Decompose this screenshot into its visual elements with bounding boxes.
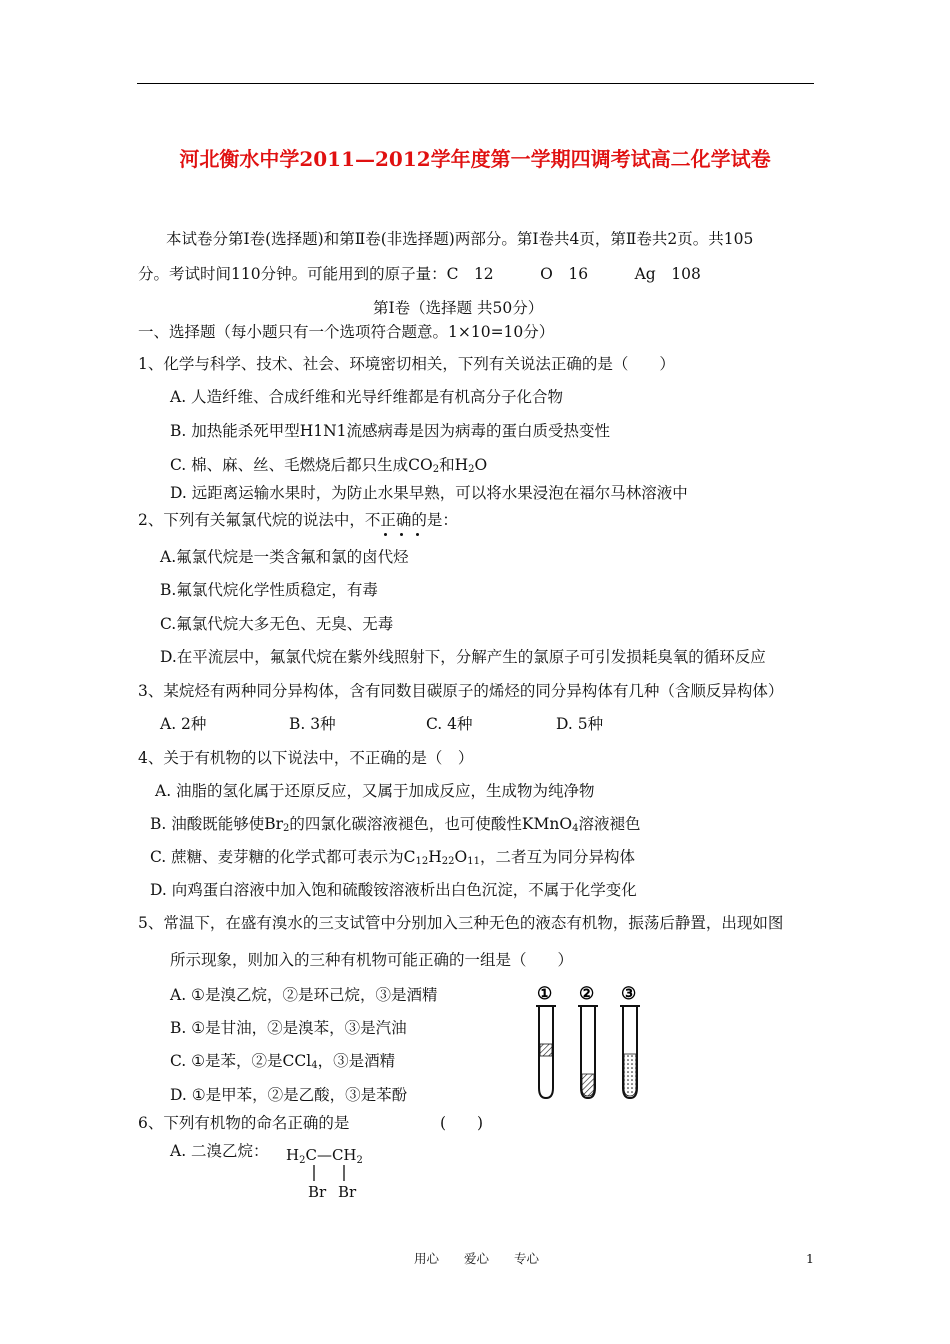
q6-option-a: A. 二溴乙烷： — [170, 1142, 269, 1160]
q1-option-d: D. 远距离运输水果时，为防止水果早熟，可以将水果浸泡在福尔马林溶液中 — [170, 484, 688, 502]
q3-option-b: B. 3种 — [289, 715, 336, 733]
q5-option-b: B. ①是甘油，②是溴苯，③是汽油 — [170, 1019, 407, 1037]
part1-heading: 第Ⅰ卷（选择题 共50分） — [373, 299, 544, 317]
q3-option-d: D. 5种 — [556, 715, 604, 733]
q1-stem: 1、化学与科学、技术、社会、环境密切相关，下列有关说法正确的是（ ） — [138, 355, 675, 373]
emphasis-dot — [384, 533, 387, 536]
q1-option-a: A. 人造纤维、合成纤维和光导纤维都是有机高分子化合物 — [170, 388, 564, 406]
q3-stem: 3、某烷烃有两种同分异构体，含有同数目碳原子的烯烃的同分异构体有几种（含顺反异构体） — [138, 682, 784, 700]
q2-option-b: B.氟氯代烷化学性质稳定，有毒 — [160, 581, 378, 599]
emphasis-dot — [416, 533, 419, 536]
section1-heading: 一、选择题（每小题只有一个选项符合题意。1×10=10分） — [138, 323, 555, 341]
svg-text:Br: Br — [338, 1183, 357, 1200]
tube-3-liquid-layer — [624, 1054, 636, 1096]
header-rule — [137, 83, 814, 84]
q3-option-c: C. 4种 — [426, 715, 473, 733]
q4-option-d: D. 向鸡蛋白溶液中加入饱和硫酸铵溶液析出白色沉淀，不属于化学变化 — [150, 881, 637, 899]
q5-stem-line-2: 所示现象，则加入的三种有机物可能正确的一组是（ ） — [170, 951, 574, 969]
q6-stem: 6、下列有机物的命名正确的是 — [138, 1114, 350, 1132]
emphasis-dot — [400, 533, 403, 536]
q5-option-c: C. ①是苯，②是CCl$_4$，③是酒精 — [170, 1052, 396, 1071]
tube-2-label: ② — [579, 984, 595, 1004]
tube-3-label: ③ — [621, 984, 637, 1004]
q3-option-a: A. 2种 — [160, 715, 207, 733]
intro-line-1: 本试卷分第Ⅰ卷(选择题)和第Ⅱ卷(非选择题)两部分。第Ⅰ卷共4页，第Ⅱ卷共2页。共105 — [166, 230, 754, 248]
q6-answer-paren: ( ) — [440, 1114, 484, 1132]
test-tubes-figure — [526, 982, 656, 1102]
q2-option-a: A.氟氯代烷是一类含氟和氯的卤代烃 — [160, 548, 409, 566]
q5-stem-line-1: 5、常温下，在盛有溴水的三支试管中分别加入三种无色的液态有机物，振荡后静置，出现如图 — [138, 914, 784, 932]
q4-stem: 4、关于有机物的以下说法中，不正确的是（ ） — [138, 749, 474, 767]
tube-1-liquid-layer — [540, 1044, 552, 1056]
footer-motto: 用心 爱心 专心 — [414, 1251, 540, 1266]
q2-option-c: C.氟氯代烷大多无色、无臭、无毒 — [160, 615, 394, 633]
q4-option-b: B. 油酸既能够使$Br_2$的四氯化碳溶液褪色，也可使酸性KMnO$_4$溶液褪色 — [150, 815, 641, 834]
svg-text:Br: Br — [308, 1183, 327, 1200]
q4-option-a: A. 油脂的氢化属于还原反应，又属于加成反应，生成物为纯净物 — [155, 782, 595, 800]
q5-option-d: D. ①是甲苯，②是乙酸，③是苯酚 — [170, 1086, 408, 1104]
q2-stem: 2、下列有关氟氯代烷的说法中，不正确的是： — [138, 511, 458, 529]
tube-2-liquid-layer — [582, 1074, 594, 1096]
intro-line-2: 分。考试时间110分钟。可能用到的原子量：C 12 O 16 Ag 108 — [138, 265, 701, 283]
tube-1-label: ① — [537, 984, 553, 1004]
svg-text:H2C—CH2: $H_2C—CH_2$ — [286, 1146, 363, 1166]
q1-option-c: C. 棉、麻、丝、毛燃烧后都只生成$CO_2$和$H_2O$ — [170, 456, 488, 475]
q2-option-d: D.在平流层中，氟氯代烷在紫外线照射下，分解产生的氯原子可引发损耗臭氧的循环反应 — [160, 648, 766, 666]
page-number: 1 — [806, 1251, 814, 1266]
q5-option-a: A. ①是溴乙烷，②是环己烷，③是酒精 — [170, 986, 438, 1004]
exam-title: 河北衡水中学2011—2012学年度第一学期四调考试高二化学试卷 — [179, 147, 771, 171]
q4-option-c: C. 蔗糖、麦芽糖的化学式都可表示为$C_{12}H_{22}O_{11}$，二者互为同分异构体 — [150, 848, 635, 867]
dibromoethane-structure — [286, 1145, 386, 1200]
q1-option-b: B. 加热能杀死甲型H1N1流感病毒是因为病毒的蛋白质受热变性 — [170, 422, 611, 440]
